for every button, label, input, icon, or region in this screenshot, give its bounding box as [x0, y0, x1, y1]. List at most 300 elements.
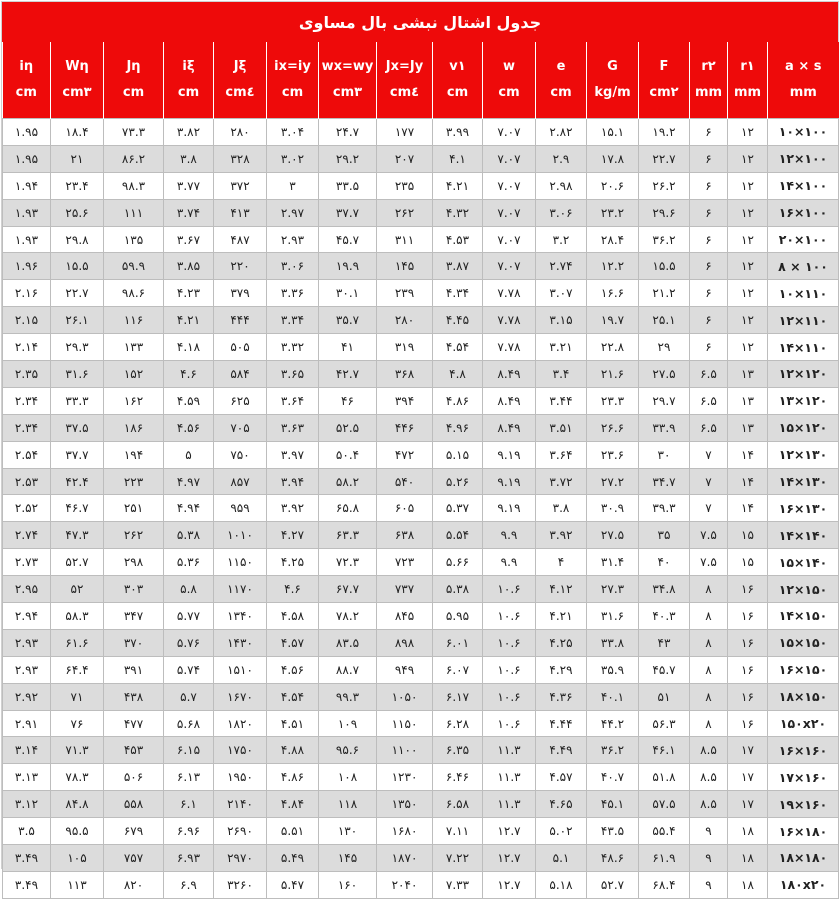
- table-cell: ۱۳۵۰: [377, 791, 433, 818]
- table-cell: ۵.۳۸: [164, 522, 214, 549]
- table-cell: ۱۱۶: [104, 307, 164, 334]
- table-row: [3, 468, 839, 495]
- table-cell: ۱۶.۶: [587, 280, 639, 307]
- table-cell: ۱۵.۱: [587, 119, 639, 146]
- column-header: [3, 42, 51, 119]
- column-header: [690, 42, 728, 119]
- table-cell: ۹۵.۶: [319, 737, 377, 764]
- table-cell: ۴۴۴: [214, 307, 267, 334]
- table-cell: ۷۶: [51, 710, 104, 737]
- table-cell: ۵.۱۸: [536, 871, 587, 898]
- table-cell: ۶.۵: [690, 387, 728, 414]
- table-cell: ۸: [690, 603, 728, 630]
- table-cell: ۶.۹۶: [164, 818, 214, 845]
- table-cell: ۷۰۵: [214, 414, 267, 441]
- table-cell: ۴۰.۳: [639, 603, 690, 630]
- table-cell: ۵.۳۸: [433, 576, 483, 603]
- table-cell: ۴.۱۸: [164, 334, 214, 361]
- table-cell: ۳.۳۲: [267, 334, 319, 361]
- table-cell: ۱۵۱۰: [214, 656, 267, 683]
- table-cell: ۳.۰۷: [536, 280, 587, 307]
- table-cell: ۲.۵۴: [3, 441, 51, 468]
- table-cell: ۶۷۹: [104, 818, 164, 845]
- table-cell: ۱۵.۵: [51, 253, 104, 280]
- table-cell: ۸۴۵: [377, 603, 433, 630]
- table-cell: ۳۹.۳: [639, 495, 690, 522]
- table-cell: ۳: [267, 172, 319, 199]
- table-cell: ۷.۷۸: [483, 334, 536, 361]
- table-cell: ۱۲: [728, 334, 768, 361]
- table-cell: ۲۶۲: [377, 199, 433, 226]
- column-header-unit: cm۲: [649, 85, 679, 100]
- table-cell: ۳.۵۱: [536, 414, 587, 441]
- table-cell: ۴۵.۷: [639, 656, 690, 683]
- table-cell: ۲۶.۶: [587, 414, 639, 441]
- table-cell: ۲۶۹۰: [214, 818, 267, 845]
- column-header-name: Wη: [65, 59, 89, 74]
- table-cell: ۱۳۵: [104, 226, 164, 253]
- table-cell: ۱۷۵۰: [214, 737, 267, 764]
- table-cell: ۶.۹۳: [164, 845, 214, 872]
- table-cell: ۹: [690, 845, 728, 872]
- table-cell: ۱۸: [728, 871, 768, 898]
- table-cell: ۴.۲۷: [267, 522, 319, 549]
- table-cell: ۴۰.۱: [587, 683, 639, 710]
- column-header: [164, 42, 214, 119]
- table-cell: ۸.۵: [690, 737, 728, 764]
- table-cell: ۲۹.۳: [51, 334, 104, 361]
- table-cell: ۴۴.۲: [587, 710, 639, 737]
- table-cell: ۵.۳۶: [164, 549, 214, 576]
- table-cell: ۵۹.۹: [104, 253, 164, 280]
- table-cell: ۱.۹۴: [3, 172, 51, 199]
- table-cell: ۲۹: [639, 334, 690, 361]
- table-cell: ۳.۳۴: [267, 307, 319, 334]
- table-cell: ۳.۵: [3, 818, 51, 845]
- table-cell: ۲۵۱: [104, 495, 164, 522]
- column-header: [319, 42, 377, 119]
- table-cell: ۴.۵۴: [433, 334, 483, 361]
- table-row: [3, 683, 839, 710]
- table-cell: ۲.۳۴: [3, 387, 51, 414]
- table-cell: ۷: [690, 441, 728, 468]
- table-cell: ۲۷.۳: [587, 576, 639, 603]
- table-header: [3, 42, 839, 119]
- table-cell: ۵۱.۸: [639, 764, 690, 791]
- table-cell: ۷.۰۷: [483, 199, 536, 226]
- table-cell: ۶۰۵: [377, 495, 433, 522]
- column-header-name: wx=wy: [321, 59, 374, 74]
- size-cell: ۱۶×۱۸۰: [768, 818, 839, 845]
- table-row: [3, 629, 839, 656]
- table-cell: ۳.۱۳: [3, 764, 51, 791]
- table-cell: ۱۶: [728, 576, 768, 603]
- table-cell: ۱۲: [728, 253, 768, 280]
- table-cell: ۲.۷۴: [536, 253, 587, 280]
- table-cell: ۱۶۷۰: [214, 683, 267, 710]
- table-cell: ۳۷.۵: [51, 414, 104, 441]
- table-cell: ۱۲: [728, 307, 768, 334]
- table-cell: ۸: [690, 576, 728, 603]
- table-cell: ۲۱.۶: [587, 361, 639, 388]
- table-cell: ۱۲.۷: [483, 818, 536, 845]
- table-cell: ۷۵۰: [214, 441, 267, 468]
- table-cell: ۸۸.۷: [319, 656, 377, 683]
- column-header-name: v۱: [449, 59, 466, 74]
- column-header-name: r۲: [701, 59, 716, 74]
- table-cell: ۱۱.۳: [483, 764, 536, 791]
- table-cell: ۲.۳۵: [3, 361, 51, 388]
- size-cell: ۱۶×۱۵۰: [768, 656, 839, 683]
- table-cell: ۴۵.۷: [319, 226, 377, 253]
- table-cell: ۱۲: [728, 280, 768, 307]
- table-cell: ۵.۵۴: [433, 522, 483, 549]
- table-cell: ۳.۱۵: [536, 307, 587, 334]
- table-cell: ۱۴۳۰: [214, 629, 267, 656]
- table-row: [3, 307, 839, 334]
- size-cell: ۱۴×۱۱۰: [768, 334, 839, 361]
- table-cell: ۵.۷۶: [164, 629, 214, 656]
- table-cell: ۵۰.۴: [319, 441, 377, 468]
- table-cell: ۵۶.۳: [639, 710, 690, 737]
- column-header-unit: cm٤: [389, 85, 420, 100]
- table-cell: ۵۸.۳: [51, 603, 104, 630]
- table-cell: ۱۱۵۰: [377, 710, 433, 737]
- table-cell: ۳.۶۷: [164, 226, 214, 253]
- table-cell: ۹۵۹: [214, 495, 267, 522]
- column-header-name: F: [659, 59, 669, 74]
- column-header-unit: mm: [694, 85, 723, 100]
- table-cell: ۳۵: [639, 522, 690, 549]
- table-cell: ۱۸۲۰: [214, 710, 267, 737]
- table-cell: ۳۵.۷: [319, 307, 377, 334]
- table-cell: ۸.۴۹: [483, 387, 536, 414]
- table-cell: ۳۹۱: [104, 656, 164, 683]
- column-header: [536, 42, 587, 119]
- header-row: [3, 42, 839, 119]
- table-cell: ۵۲: [51, 576, 104, 603]
- table-row: [3, 172, 839, 199]
- table-cell: ۹۸.۶: [104, 280, 164, 307]
- table-cell: ۱۵: [728, 522, 768, 549]
- table-cell: ۸۳.۵: [319, 629, 377, 656]
- table-cell: ۱۲: [728, 172, 768, 199]
- size-cell: ۱۹×۱۶۰: [768, 791, 839, 818]
- table-cell: ۱۱۰۰: [377, 737, 433, 764]
- table-cell: ۶: [690, 280, 728, 307]
- table-cell: ۸: [690, 629, 728, 656]
- column-header-name: iξ: [182, 59, 195, 74]
- table-cell: ۱۳۳: [104, 334, 164, 361]
- table-cell: ۵.۷۴: [164, 656, 214, 683]
- table-cell: ۲.۳۴: [3, 414, 51, 441]
- table-cell: ۱۴: [728, 468, 768, 495]
- column-header-name: Jξ: [233, 59, 247, 74]
- table-cell: ۱۹.۲: [639, 119, 690, 146]
- table-cell: ۵.۴۹: [267, 845, 319, 872]
- table-cell: ۵۲.۷: [587, 871, 639, 898]
- size-cell: ۱۴×۱۰۰: [768, 172, 839, 199]
- table-cell: ۶: [690, 226, 728, 253]
- table-cell: ۴.۸۴: [267, 791, 319, 818]
- table-cell: ۹.۱۹: [483, 468, 536, 495]
- table-cell: ۳.۷۴: [164, 199, 214, 226]
- table-cell: ۲۷.۵: [587, 522, 639, 549]
- table-cell: ۳۱.۴: [587, 549, 639, 576]
- table-cell: ۷.۳۳: [433, 871, 483, 898]
- table-cell: ۴.۲۵: [536, 629, 587, 656]
- table-cell: ۳.۸: [164, 145, 214, 172]
- table-cell: ۶.۰۱: [433, 629, 483, 656]
- table-cell: ۷.۱۱: [433, 818, 483, 845]
- table-cell: ۵۸۴: [214, 361, 267, 388]
- table-cell: ۴.۲۹: [536, 656, 587, 683]
- table-cell: ۳.۹۴: [267, 468, 319, 495]
- table-row: [3, 145, 839, 172]
- table-cell: ۳۳.۸: [587, 629, 639, 656]
- table-cell: ۷۳.۳: [104, 119, 164, 146]
- table-cell: ۳.۸۲: [164, 119, 214, 146]
- table-cell: ۲.۹: [536, 145, 587, 172]
- table-cell: ۱۸: [728, 818, 768, 845]
- column-header: [214, 42, 267, 119]
- table-title: [2, 2, 838, 42]
- table-cell: ۲۹۸: [104, 549, 164, 576]
- table-cell: ۲.۵۲: [3, 495, 51, 522]
- table-cell: ۹.۱۹: [483, 441, 536, 468]
- table-cell: ۶۳۸: [377, 522, 433, 549]
- table-cell: ۱۴۵: [377, 253, 433, 280]
- table-cell: ۲۱: [51, 145, 104, 172]
- table-cell: ۱۲.۷: [483, 845, 536, 872]
- table-cell: ۲۰.۶: [587, 172, 639, 199]
- table-cell: ۱۰۵: [51, 845, 104, 872]
- table-cell: ۷.۲۲: [433, 845, 483, 872]
- table-cell: ۶: [690, 199, 728, 226]
- table-cell: ۲۷.۲: [587, 468, 639, 495]
- table-cell: ۳.۹۹: [433, 119, 483, 146]
- table-cell: ۶۵.۸: [319, 495, 377, 522]
- table-cell: ۴: [536, 549, 587, 576]
- table-cell: ۴۲.۷: [319, 361, 377, 388]
- table-cell: ۱۶: [728, 603, 768, 630]
- table-cell: ۱۹.۷: [587, 307, 639, 334]
- table-cell: ۱۳۴۰: [214, 603, 267, 630]
- table-cell: ۱۷: [728, 737, 768, 764]
- size-cell: ۱۵×۱۲۰: [768, 414, 839, 441]
- table-cell: ۶.۲۸: [433, 710, 483, 737]
- table-cell: ۱۱۷۰: [214, 576, 267, 603]
- table-cell: ۱۲: [728, 199, 768, 226]
- table-cell: ۸.۵: [690, 764, 728, 791]
- table-cell: ۸۲۰: [104, 871, 164, 898]
- table-cell: ۶.۰۷: [433, 656, 483, 683]
- size-cell: ۱۵×۱۵۰: [768, 629, 839, 656]
- table-cell: ۱.۹۳: [3, 226, 51, 253]
- table-cell: ۴.۴۴: [536, 710, 587, 737]
- table-cell: ۲.۱۶: [3, 280, 51, 307]
- table-cell: ۱۰۵۰: [377, 683, 433, 710]
- table-cell: ۴.۲۱: [433, 172, 483, 199]
- table-cell: ۲۳.۶: [587, 441, 639, 468]
- table-cell: ۱۸: [728, 845, 768, 872]
- column-header-unit: cm: [281, 85, 304, 100]
- table-cell: ۱۱۱: [104, 199, 164, 226]
- table-cell: ۴۸.۶: [587, 845, 639, 872]
- table-cell: ۱۷۷: [377, 119, 433, 146]
- size-cell: ۱۲×۱۵۰: [768, 576, 839, 603]
- table-cell: ۱۲.۷: [483, 871, 536, 898]
- table-cell: ۱.۹۵: [3, 145, 51, 172]
- table-row: [3, 845, 839, 872]
- table-cell: ۲۸.۴: [587, 226, 639, 253]
- column-header: [768, 42, 839, 119]
- table-row: [3, 656, 839, 683]
- table-title-text: جدول اشتال نبشی بال مساوی: [298, 12, 542, 32]
- table-cell: ۱۰.۶: [483, 683, 536, 710]
- table-cell: ۴.۶: [164, 361, 214, 388]
- table-cell: ۱۶۰: [319, 871, 377, 898]
- table-cell: ۲۶.۱: [51, 307, 104, 334]
- table-cell: ۵۷.۵: [639, 791, 690, 818]
- size-cell: ۱۰×۱۱۰: [768, 280, 839, 307]
- table-cell: ۵۰۵: [214, 334, 267, 361]
- table-row: [3, 791, 839, 818]
- table-cell: ۳.۶۵: [267, 361, 319, 388]
- table-cell: ۵.۵۱: [267, 818, 319, 845]
- table-cell: ۳.۱۴: [3, 737, 51, 764]
- table-cell: ۸: [690, 710, 728, 737]
- column-header-name: w: [502, 59, 515, 74]
- table-cell: ۲.۸۲: [536, 119, 587, 146]
- table-cell: ۱۱۸: [319, 791, 377, 818]
- table-cell: ۱۰۹: [319, 710, 377, 737]
- table-cell: ۲۳۵: [377, 172, 433, 199]
- size-cell: ۱۷×۱۶۰: [768, 764, 839, 791]
- table-cell: ۹۸.۳: [104, 172, 164, 199]
- size-cell: ۱۲×۱۰۰: [768, 145, 839, 172]
- table-cell: ۳۹۴: [377, 387, 433, 414]
- table-cell: ۹: [690, 818, 728, 845]
- table-cell: ۱۰.۶: [483, 629, 536, 656]
- table-row: [3, 549, 839, 576]
- table-cell: ۵۲.۷: [51, 549, 104, 576]
- table-cell: ۲۲.۷: [639, 145, 690, 172]
- table-cell: ۳۴.۷: [639, 468, 690, 495]
- size-cell: ۱۴×۱۳۰: [768, 468, 839, 495]
- table-cell: ۷.۰۷: [483, 172, 536, 199]
- column-header-unit: cm: [177, 85, 200, 100]
- table-cell: ۴.۸۸: [267, 737, 319, 764]
- table-cell: ۹: [690, 871, 728, 898]
- table-cell: ۷.۵: [690, 522, 728, 549]
- table-cell: ۴.۵۹: [164, 387, 214, 414]
- table-cell: ۶.۱۷: [433, 683, 483, 710]
- table-cell: ۳.۷۲: [536, 468, 587, 495]
- table-cell: ۱۳۰: [319, 818, 377, 845]
- table-cell: ۲۲۰: [214, 253, 267, 280]
- table-cell: ۸۴.۸: [51, 791, 104, 818]
- table-cell: ۲۹.۷: [639, 387, 690, 414]
- column-header-unit: mm: [733, 85, 762, 100]
- table-cell: ۱۶۸۰: [377, 818, 433, 845]
- table-cell: ۱.۹۵: [3, 119, 51, 146]
- column-header-unit: cm: [15, 85, 37, 100]
- table-cell: ۵۲.۵: [319, 414, 377, 441]
- table-row: [3, 441, 839, 468]
- table-cell: ۴.۶: [267, 576, 319, 603]
- table-row: [3, 361, 839, 388]
- table-cell: ۱۷: [728, 764, 768, 791]
- table-cell: ۷۱.۳: [51, 737, 104, 764]
- table-row: [3, 603, 839, 630]
- table-cell: ۴.۲۵: [267, 549, 319, 576]
- table-cell: ۴۶: [319, 387, 377, 414]
- table-cell: ۲.۷۳: [3, 549, 51, 576]
- table-cell: ۳.۸۵: [164, 253, 214, 280]
- table-cell: ۶.۱۵: [164, 737, 214, 764]
- table-cell: ۵.۶۶: [433, 549, 483, 576]
- table-cell: ۴.۲۱: [536, 603, 587, 630]
- table-cell: ۶۳.۳: [319, 522, 377, 549]
- table-cell: ۸۵۷: [214, 468, 267, 495]
- table-cell: ۲۸۰: [214, 119, 267, 146]
- table-cell: ۶۷.۷: [319, 576, 377, 603]
- table-cell: ۲.۹۳: [267, 226, 319, 253]
- table-cell: ۳۰: [639, 441, 690, 468]
- table-cell: ۲۱.۲: [639, 280, 690, 307]
- table-cell: ۵.۴۷: [267, 871, 319, 898]
- table-cell: ۴۵۳: [104, 737, 164, 764]
- table-cell: ۲.۹۴: [3, 603, 51, 630]
- table-row: [3, 280, 839, 307]
- table-cell: ۲۲۳: [104, 468, 164, 495]
- table-cell: ۱۴: [728, 441, 768, 468]
- table-cell: ۶۴.۴: [51, 656, 104, 683]
- table-cell: ۳۲۸: [214, 145, 267, 172]
- table-cell: ۳.۲۱: [536, 334, 587, 361]
- table-cell: ۱۸۷۰: [377, 845, 433, 872]
- table-row: [3, 334, 839, 361]
- table-cell: ۲۹.۶: [639, 199, 690, 226]
- size-cell: ۱۰×۱۰۰: [768, 119, 839, 146]
- table-cell: ۱.۹۶: [3, 253, 51, 280]
- table-cell: ۳.۲: [536, 226, 587, 253]
- size-cell: ۱۵۰x۲۰: [768, 710, 839, 737]
- table-cell: ۲۵.۶: [51, 199, 104, 226]
- table-cell: ۲.۵۳: [3, 468, 51, 495]
- table-cell: ۴.۳۲: [433, 199, 483, 226]
- table-cell: ۴۰: [639, 549, 690, 576]
- column-header-unit: cm: [498, 85, 520, 100]
- table-cell: ۷.۰۷: [483, 119, 536, 146]
- column-header: [639, 42, 690, 119]
- table-cell: ۱۶: [728, 710, 768, 737]
- table-cell: ۲۰۷: [377, 145, 433, 172]
- table-cell: ۲۴.۷: [319, 119, 377, 146]
- table-cell: ۷.۰۷: [483, 226, 536, 253]
- table-cell: ۳۱۱: [377, 226, 433, 253]
- table-cell: ۱۰.۶: [483, 710, 536, 737]
- table-cell: ۲.۹۵: [3, 576, 51, 603]
- table-cell: ۴۶.۱: [639, 737, 690, 764]
- table-cell: ۴۲.۴: [51, 468, 104, 495]
- table-cell: ۱۶: [728, 656, 768, 683]
- table-cell: ۲.۹۲: [3, 683, 51, 710]
- table-cell: ۲۳.۴: [51, 172, 104, 199]
- table-cell: ۵.۶۸: [164, 710, 214, 737]
- table-cell: ۷۲.۳: [319, 549, 377, 576]
